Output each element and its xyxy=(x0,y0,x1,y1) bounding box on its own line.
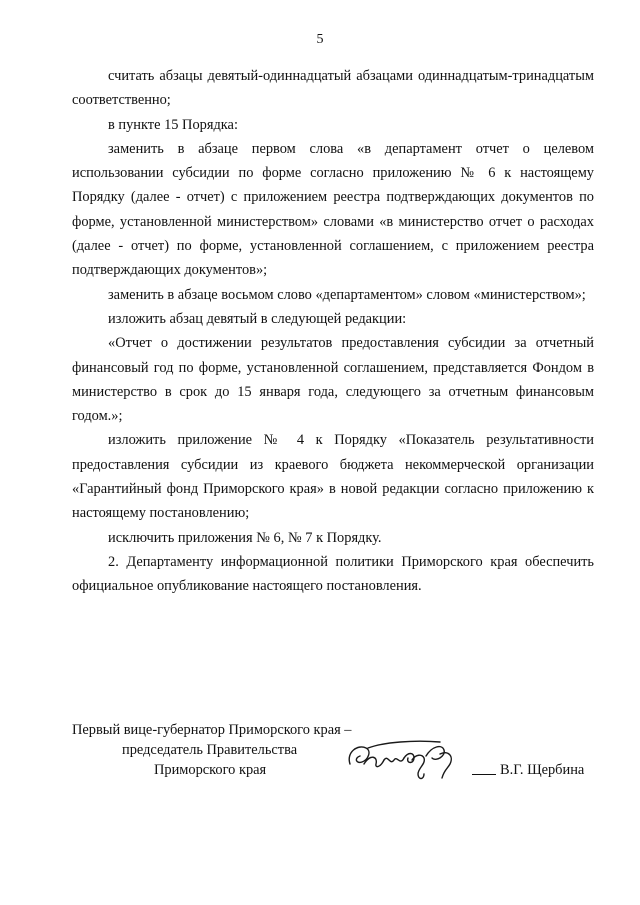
signatory-title-line-2: председатель Правительства xyxy=(122,742,298,758)
paragraph-appendix-4: изложить приложение № 4 к Порядку «Показатель результативности предоставления субсидии из краевого бюджета некоммерческой организации «Гарантийный фонд Приморского края» в новой редакции согласно приложению к настоящему постановлению; xyxy=(72,432,594,522)
signature-underline xyxy=(472,774,496,775)
page-number: 5 xyxy=(316,32,324,47)
paragraph-renumber: считать абзацы девятый-одиннадцатый абзацами одиннадцатым-тринадцатым соответственно; xyxy=(72,68,594,109)
paragraph-ninth-intro: изложить абзац девятый в следующей редакции: xyxy=(108,310,407,327)
paragraph-replace-eighth: заменить в абзаце восьмом слово «департаментом» словом «министерством»; xyxy=(108,286,586,303)
paragraph-report-quote: «Отчет о достижении результатов предоставления субсидии за отчетный финансовый год по форме, установленной соглашением, представляется Фондом в министерство в срок до 15 января года, следующего за отчетным финансовым годом.»; xyxy=(72,335,594,425)
signatory-title-line-1: Первый вице-губернатор Приморского края – xyxy=(72,722,352,738)
paragraph-exclude-appendices: исключить приложения № 6, № 7 к Порядку. xyxy=(108,529,382,546)
document-body xyxy=(72,64,594,599)
paragraph-point-15: в пункте 15 Порядка: xyxy=(108,116,238,133)
handwritten-signature xyxy=(344,734,468,788)
signature-block xyxy=(72,720,594,800)
signatory-name: В.Г. Щербина xyxy=(500,762,585,778)
signatory-title-line-3: Приморского края xyxy=(154,762,267,778)
paragraph-item-2: 2. Департаменту информационной политики Приморского края обеспечить официальное опубликование настоящего постановления. xyxy=(72,553,594,595)
paragraph-replace-first: заменить в абзаце первом слова «в департамент отчет о целевом использовании субсидии по форме согласно приложению № 6 к настоящему Порядку (далее - отчет) с приложением реестра подтверждающих документов по форме, установленной министерством» словами «в министерство отчет о расходах (далее - отчет) по форме, установленной соглашением, с приложением реестра подтверждающих документов»; xyxy=(72,140,594,279)
